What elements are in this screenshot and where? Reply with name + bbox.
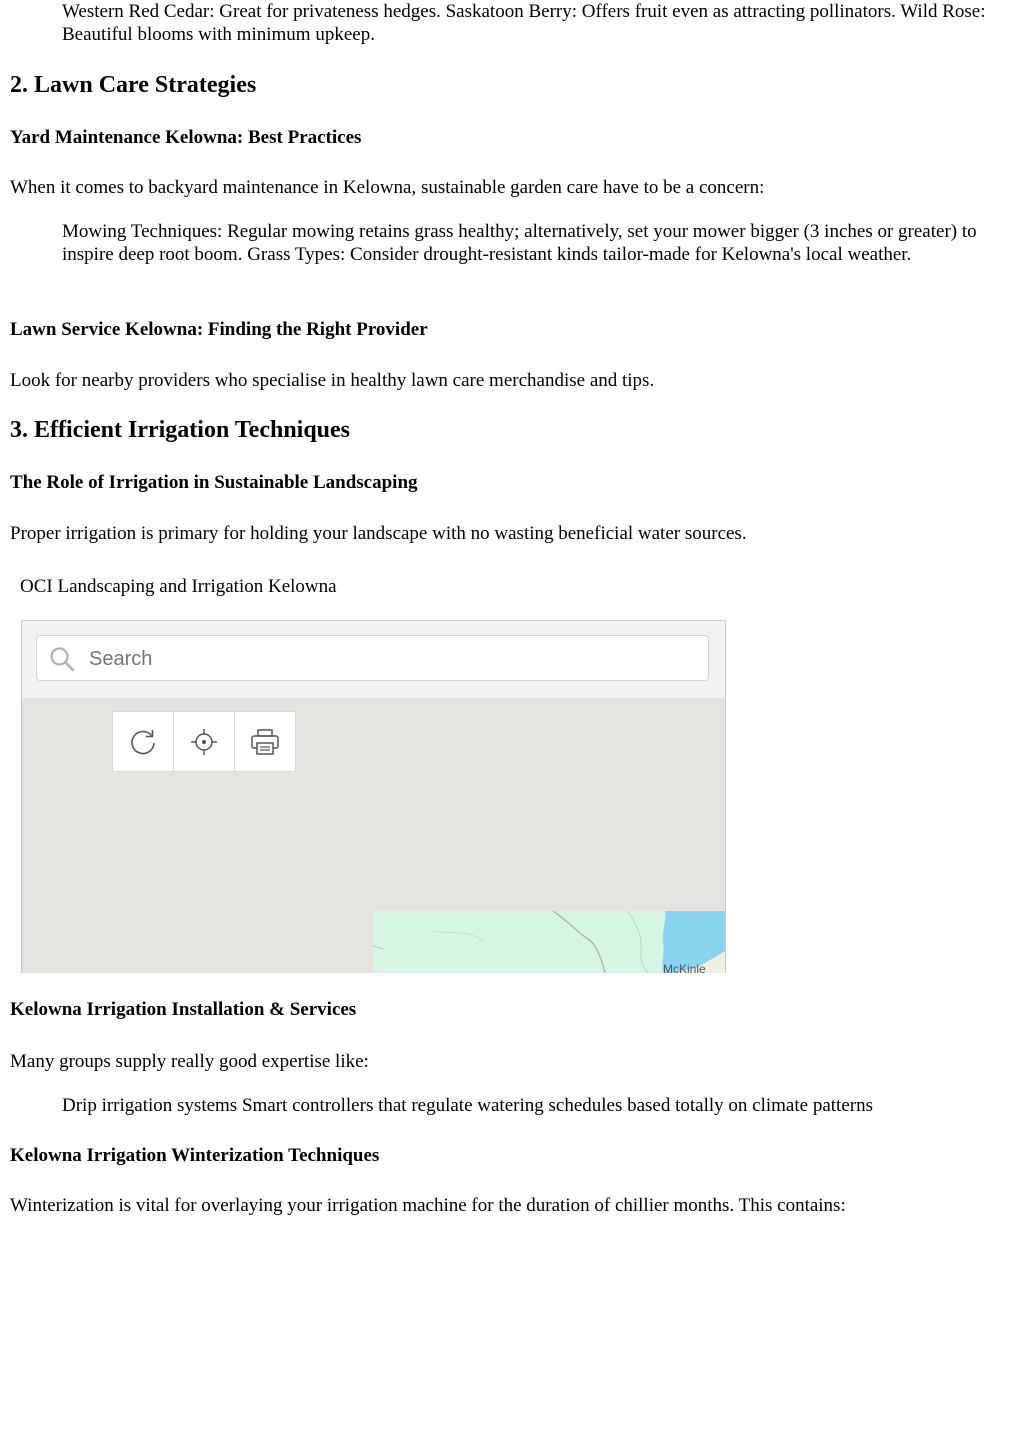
section-heading-lawn-care: 2. Lawn Care Strategies	[10, 72, 257, 98]
search-input[interactable]	[36, 635, 709, 681]
list-irrigation-services: Drip irrigation systems Smart controllers that regulate watering schedules based totally on climate patterns	[62, 1095, 873, 1116]
search-icon	[49, 646, 75, 672]
section-heading-irrigation: 3. Efficient Irrigation Techniques	[10, 417, 351, 443]
map-search-bar	[22, 621, 725, 698]
map-widget[interactable]	[21, 620, 726, 973]
print-button[interactable]	[235, 712, 295, 771]
refresh-button[interactable]	[113, 712, 174, 771]
subheading-irrigation-role: The Role of Irrigation in Sustainable Landscaping	[10, 472, 418, 493]
subheading-irrigation-services: Kelowna Irrigation Installation & Services	[10, 999, 357, 1020]
subheading-winterization: Kelowna Irrigation Winterization Techniques	[10, 1145, 380, 1166]
print-icon	[249, 726, 281, 758]
map-terrain	[373, 911, 725, 973]
subheading-lawn-service: Lawn Service Kelowna: Finding the Right Provider	[10, 319, 428, 340]
map-place-label: McKinle	[663, 962, 706, 973]
map-toolbar	[112, 711, 296, 772]
locate-icon	[188, 726, 220, 758]
paragraph-yard-maintenance: When it comes to backyard maintenance in Kelowna, sustainable garden care have to be a concern:	[10, 177, 765, 198]
list-mowing-tips: Mowing Techniques: Regular mowing retains grass healthy; alternatively, set your mower bigger (3 inches or greater) to inspire deep root boom. Grass Types: Consider drought-resistant kinds tailor-made for Kelowna's local weather.	[62, 221, 977, 265]
refresh-icon	[127, 726, 159, 758]
map-title: OCI Landscaping and Irrigation Kelowna	[20, 576, 337, 597]
locate-button[interactable]	[174, 712, 235, 771]
search-placeholder: Search	[89, 648, 153, 670]
paragraph-winterization: Winterization is vital for overlaying your irrigation machine for the duration of chillier months. This contains:	[10, 1195, 846, 1216]
paragraph-irrigation-services: Many groups supply really good expertise like:	[10, 1051, 369, 1072]
subheading-yard-maintenance: Yard Maintenance Kelowna: Best Practices	[10, 127, 362, 148]
intro-list: Western Red Cedar: Great for privateness hedges. Saskatoon Berry: Offers fruit even as attracting pollinators. Wild Rose: Beautiful blooms with minimum upkeep.	[62, 1, 986, 45]
paragraph-lawn-service: Look for nearby providers who specialise in healthy lawn care merchandise and tips.	[10, 370, 655, 391]
paragraph-irrigation-role: Proper irrigation is primary for holding your landscape with no wasting beneficial water sources.	[10, 523, 747, 544]
